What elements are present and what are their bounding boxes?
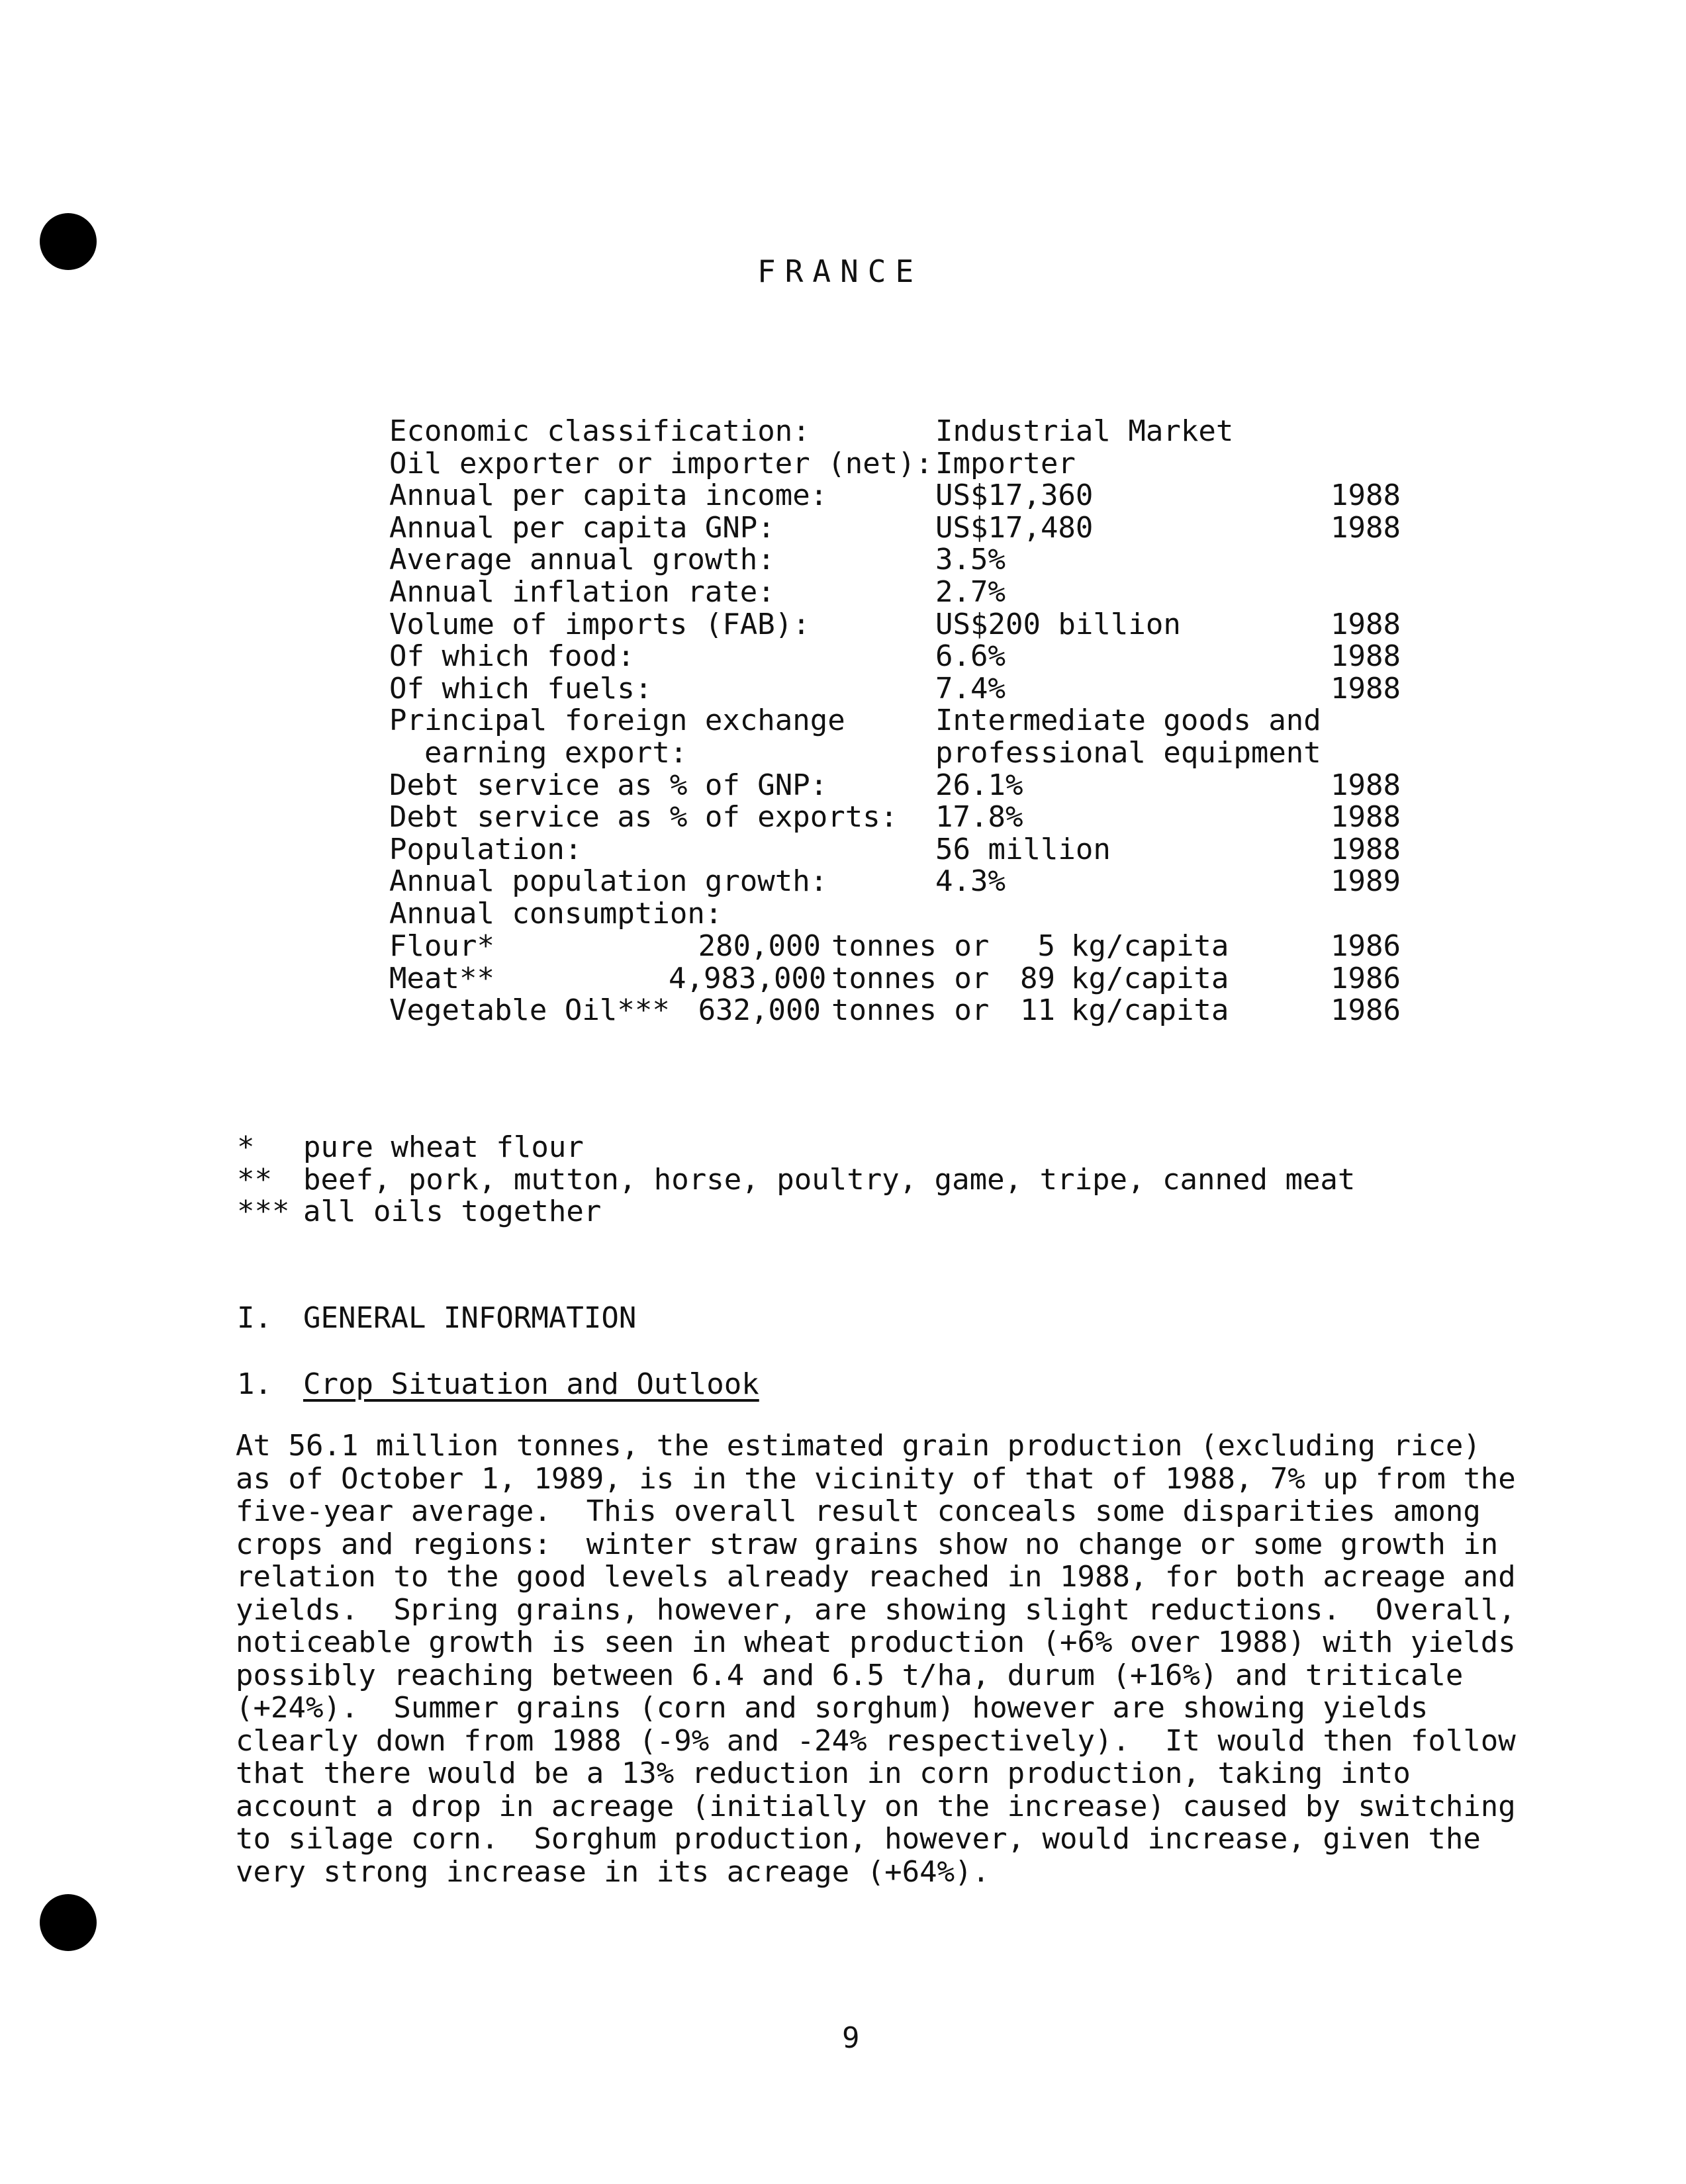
fact-label: Debt service as % of exports:	[389, 800, 898, 834]
fact-label: Of which fuels:	[389, 672, 653, 705]
fact-value: US$200 billion	[935, 608, 1181, 641]
fact-label: Average annual growth:	[389, 543, 775, 576]
paragraph-line: noticeable growth is seen in wheat production (+6% over 1988) with yields	[236, 1625, 1516, 1659]
consumption-unit: kg/capita	[1071, 929, 1229, 963]
fact-label: Annual per capita income:	[389, 478, 828, 512]
consumption-year: 1986	[1331, 993, 1401, 1027]
footnote-mark: *	[237, 1130, 255, 1164]
paragraph-line: yields. Spring grains, however, are showing slight reductions. Overall,	[236, 1592, 1516, 1627]
subsection-number: 1.	[237, 1367, 272, 1401]
fact-year: 1988	[1331, 639, 1401, 673]
section-number: I.	[237, 1301, 272, 1335]
fact-label: Population:	[389, 833, 583, 866]
fact-label: Of which food:	[389, 639, 635, 673]
fact-label: Volume of imports (FAB):	[389, 608, 810, 641]
paragraph-line: five-year average. This overall result conceals some disparities among	[236, 1494, 1481, 1528]
fact-label: Debt service as % of GNP:	[389, 768, 828, 802]
fact-label: Principal foreign exchange	[389, 704, 845, 737]
fact-value: Intermediate goods and	[935, 704, 1321, 737]
fact-year: 1988	[1331, 608, 1401, 641]
fact-year: 1988	[1331, 511, 1401, 545]
footnote-mark: ***	[237, 1195, 290, 1228]
fact-year: 1988	[1331, 672, 1401, 705]
subsection-title: Crop Situation and Outlook	[303, 1367, 759, 1401]
consumption-unit: kg/capita	[1071, 993, 1229, 1027]
consumption-tonnes: 632,000	[698, 993, 821, 1027]
paragraph-line: clearly down from 1988 (-9% and -24% respectively). It would then follow	[236, 1723, 1516, 1758]
fact-value: US$17,360	[935, 478, 1094, 512]
fact-value: US$17,480	[935, 511, 1094, 545]
consumption-item: Flour*	[389, 929, 494, 963]
footnote-text: all oils together	[303, 1195, 602, 1228]
consumption-year: 1986	[1331, 929, 1401, 963]
fact-year: 1988	[1331, 833, 1401, 866]
fact-year: 1988	[1331, 800, 1401, 834]
paragraph-line: possibly reaching between 6.4 and 6.5 t/ha, durum (+16%) and triticale	[236, 1658, 1464, 1692]
fact-value: 3.5%	[935, 543, 1006, 576]
paragraph-line: crops and regions: winter straw grains show no change or some growth in	[236, 1527, 1499, 1561]
fact-year: 1989	[1331, 864, 1401, 898]
consumption-kg: 5	[1037, 929, 1055, 963]
fact-label: Economic classification:	[389, 414, 810, 448]
paragraph-line: (+24%). Summer grains (corn and sorghum) however are showing yields	[236, 1691, 1428, 1725]
consumption-tonnes: 4,983,000	[669, 962, 827, 995]
punch-hole-top	[40, 213, 97, 270]
paragraph-line: very strong increase in its acreage (+64%).	[236, 1854, 990, 1889]
paragraph-line: as of October 1, 1989, is in the vicinity of that of 1988, 7% up from the	[236, 1461, 1516, 1496]
fact-value: Importer	[935, 447, 1076, 480]
footnote-mark: **	[237, 1163, 272, 1197]
fact-value: 4.3%	[935, 864, 1006, 898]
fact-value: professional equipment	[935, 736, 1321, 770]
fact-label: Annual inflation rate:	[389, 575, 775, 609]
paragraph-line: that there would be a 13% reduction in corn production, taking into	[236, 1756, 1411, 1790]
page-title: FRANCE	[757, 253, 923, 289]
fact-label: Annual population growth:	[389, 864, 828, 898]
consumption-kg: 11	[1020, 993, 1055, 1027]
footnote-text: beef, pork, mutton, horse, poultry, game, tripe, canned meat	[303, 1163, 1356, 1197]
consumption-joiner: tonnes or	[831, 929, 990, 963]
paragraph-line: relation to the good levels already reached in 1988, for both acreage and	[236, 1560, 1516, 1594]
fact-year: 1988	[1331, 768, 1401, 802]
body-paragraph	[236, 1430, 1516, 1888]
paragraph-line: account a drop in acreage (initially on the increase) caused by switching	[236, 1789, 1516, 1823]
fact-value: 7.4%	[935, 672, 1006, 705]
fact-value: 26.1%	[935, 768, 1023, 802]
consumption-item: Meat**	[389, 962, 494, 995]
fact-label: Annual consumption:	[389, 897, 723, 931]
consumption-tonnes: 280,000	[698, 929, 821, 963]
footnote-text: pure wheat flour	[303, 1130, 584, 1164]
consumption-joiner: tonnes or	[831, 962, 990, 995]
fact-value: Industrial Market	[935, 414, 1234, 448]
consumption-joiner: tonnes or	[831, 993, 990, 1027]
fact-value: 6.6%	[935, 639, 1006, 673]
fact-year: 1988	[1331, 478, 1401, 512]
paragraph-line: to silage corn. Sorghum production, however, would increase, given the	[236, 1822, 1481, 1856]
consumption-unit: kg/capita	[1071, 962, 1229, 995]
fact-label: Oil exporter or importer (net):	[389, 447, 933, 480]
consumption-item: Vegetable Oil***	[389, 993, 670, 1027]
section-title: GENERAL INFORMATION	[303, 1301, 637, 1335]
fact-value: 17.8%	[935, 800, 1023, 834]
punch-hole-bottom	[40, 1894, 97, 1951]
fact-label: earning export:	[389, 736, 688, 770]
fact-value: 2.7%	[935, 575, 1006, 609]
consumption-kg: 89	[1020, 962, 1055, 995]
consumption-year: 1986	[1331, 962, 1401, 995]
fact-label: Annual per capita GNP:	[389, 511, 775, 545]
fact-value: 56 million	[935, 833, 1111, 866]
paragraph-line: At 56.1 million tonnes, the estimated grain production (excluding rice)	[236, 1429, 1481, 1463]
page-number: 9	[842, 2021, 860, 2055]
